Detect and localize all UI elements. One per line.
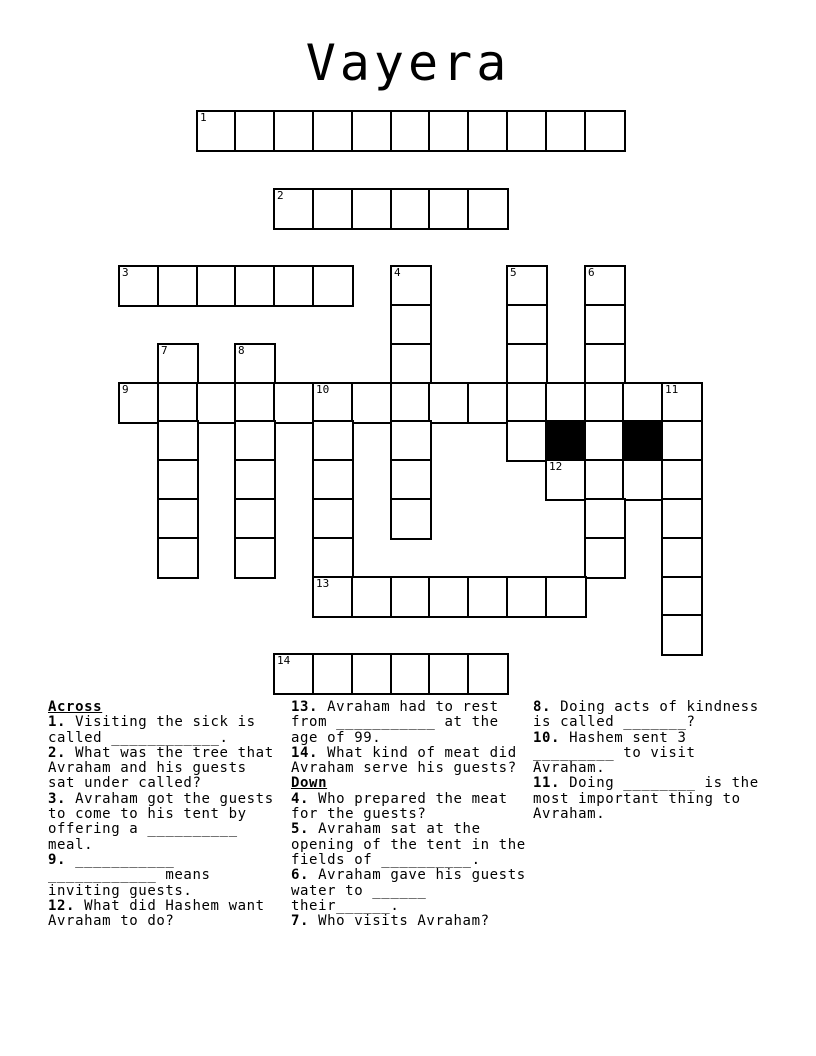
grid-cell[interactable] bbox=[312, 537, 354, 579]
clue-item bbox=[533, 731, 773, 777]
clue-number: 14 bbox=[277, 654, 291, 667]
grid-cell[interactable] bbox=[661, 614, 703, 656]
grid-cell[interactable] bbox=[351, 576, 393, 618]
grid-cell[interactable] bbox=[584, 537, 626, 579]
grid-cell[interactable] bbox=[234, 382, 276, 424]
grid-cell[interactable] bbox=[312, 382, 354, 424]
clue-item-text: What was the tree that Avraham and his guests sat under called? bbox=[48, 744, 274, 792]
grid-cell[interactable] bbox=[312, 498, 354, 540]
grid-cell[interactable] bbox=[390, 265, 432, 307]
clue-item-text: Doing acts of kindness is called _______? bbox=[533, 699, 759, 731]
clue-item-number: 14. bbox=[291, 744, 319, 761]
clue-item-text: Hashem sent 3 _________ to visit Avraham. bbox=[533, 729, 696, 777]
grid-cell[interactable] bbox=[157, 420, 199, 462]
clue-item-number: 4. bbox=[291, 790, 310, 807]
clue-number: 4 bbox=[394, 266, 401, 279]
clue-number: 12 bbox=[549, 460, 563, 473]
grid-cell[interactable] bbox=[661, 537, 703, 579]
grid-cell[interactable] bbox=[273, 110, 315, 152]
grid-cell[interactable] bbox=[351, 382, 393, 424]
clue-item-number: 10. bbox=[533, 729, 561, 746]
grid-cell[interactable] bbox=[351, 110, 393, 152]
clue-item bbox=[533, 776, 773, 822]
grid-cell[interactable] bbox=[312, 265, 354, 307]
clue-number: 6 bbox=[588, 266, 595, 279]
clue-item-number: 2. bbox=[48, 744, 67, 761]
clue-item-text: Doing ________ is the most important thing to Avraham. bbox=[533, 775, 759, 823]
grid-cell[interactable] bbox=[390, 420, 432, 462]
grid-cell[interactable] bbox=[157, 382, 199, 424]
grid-cell[interactable] bbox=[661, 382, 703, 424]
clue-item-number: 6. bbox=[291, 867, 310, 884]
grid-cell[interactable] bbox=[467, 653, 509, 695]
grid-cell[interactable] bbox=[157, 498, 199, 540]
grid-cell[interactable] bbox=[584, 343, 626, 385]
grid-cell[interactable] bbox=[390, 459, 432, 501]
grid-cell[interactable] bbox=[506, 420, 548, 462]
grid-cell[interactable] bbox=[506, 110, 548, 152]
clue-item-text: ___________ ____________ means inviting guests. bbox=[48, 851, 211, 899]
grid-cell[interactable] bbox=[234, 537, 276, 579]
grid-cell[interactable] bbox=[273, 188, 315, 230]
clue-number: 3 bbox=[122, 266, 129, 279]
grid-cell[interactable] bbox=[506, 304, 548, 346]
grid-cell[interactable] bbox=[234, 459, 276, 501]
grid-cell[interactable] bbox=[467, 188, 509, 230]
clue-number: 13 bbox=[316, 577, 330, 590]
grid-cell[interactable] bbox=[390, 498, 432, 540]
grid-cell[interactable] bbox=[234, 498, 276, 540]
clues-column-3 bbox=[533, 700, 773, 822]
grid-cell[interactable] bbox=[390, 110, 432, 152]
clues-column-2 bbox=[291, 700, 531, 929]
clue-item bbox=[291, 822, 531, 868]
grid-cell[interactable] bbox=[661, 576, 703, 618]
clue-number: 9 bbox=[122, 383, 129, 396]
clue-item-text: What kind of meat did Avraham serve his guests? bbox=[291, 744, 517, 777]
grid-cell[interactable] bbox=[234, 343, 276, 385]
grid-cell[interactable] bbox=[273, 265, 315, 307]
clue-number: 11 bbox=[665, 383, 679, 396]
grid-cell[interactable] bbox=[390, 653, 432, 695]
grid-cell[interactable] bbox=[390, 343, 432, 385]
clue-item bbox=[533, 700, 773, 731]
clue-item bbox=[291, 792, 531, 823]
grid-cell[interactable] bbox=[584, 110, 626, 152]
grid-cell[interactable] bbox=[467, 110, 509, 152]
grid-cell[interactable] bbox=[661, 498, 703, 540]
puzzle-title: Vayera bbox=[305, 34, 511, 92]
grid-cell[interactable] bbox=[196, 382, 238, 424]
grid-cell[interactable] bbox=[622, 459, 664, 501]
clue-number: 10 bbox=[316, 383, 330, 396]
grid-cell[interactable] bbox=[273, 653, 315, 695]
grid-cell[interactable] bbox=[467, 576, 509, 618]
grid-cell[interactable] bbox=[157, 265, 199, 307]
clue-item-number: 9. bbox=[48, 851, 67, 868]
grid-cell[interactable] bbox=[312, 576, 354, 618]
clue-item-number: 13. bbox=[291, 699, 319, 715]
grid-cell[interactable] bbox=[584, 304, 626, 346]
grid-cell[interactable] bbox=[545, 459, 587, 501]
grid-cell[interactable] bbox=[428, 576, 470, 618]
grid-cell[interactable] bbox=[584, 382, 626, 424]
down-heading: Down bbox=[291, 775, 328, 792]
clues-column-1 bbox=[48, 700, 278, 929]
grid-cell[interactable] bbox=[661, 420, 703, 462]
clue-item-text: Who prepared the meat for the guests? bbox=[291, 790, 508, 823]
grid-cell[interactable] bbox=[157, 459, 199, 501]
clue-item bbox=[291, 700, 531, 746]
grid-cell[interactable] bbox=[506, 382, 548, 424]
grid-cell[interactable] bbox=[234, 265, 276, 307]
grid-black-cell bbox=[622, 420, 664, 462]
grid-cell[interactable] bbox=[312, 110, 354, 152]
clue-item bbox=[291, 746, 531, 777]
grid-cell[interactable] bbox=[196, 265, 238, 307]
grid-cell[interactable] bbox=[351, 653, 393, 695]
grid-cell[interactable] bbox=[118, 382, 160, 424]
clue-item-number: 7. bbox=[291, 913, 310, 930]
grid-cell[interactable] bbox=[312, 420, 354, 462]
grid-cell[interactable] bbox=[584, 420, 626, 462]
clue-item bbox=[48, 715, 278, 746]
grid-cell[interactable] bbox=[506, 343, 548, 385]
clue-number: 5 bbox=[510, 266, 517, 279]
clue-number: 8 bbox=[238, 344, 245, 357]
clue-item-text: Who visits Avraham? bbox=[309, 913, 490, 930]
clue-item-text: What did Hashem want Avraham to do? bbox=[48, 897, 265, 930]
clue-item-number: 5. bbox=[291, 821, 310, 838]
grid-cell[interactable] bbox=[390, 382, 432, 424]
grid-cell[interactable] bbox=[428, 188, 470, 230]
clue-number: 7 bbox=[161, 344, 168, 357]
clue-number: 2 bbox=[277, 189, 284, 202]
grid-cell[interactable] bbox=[312, 653, 354, 695]
grid-cell[interactable] bbox=[390, 576, 432, 618]
grid-cell[interactable] bbox=[545, 110, 587, 152]
grid-cell[interactable] bbox=[428, 110, 470, 152]
grid-cell[interactable] bbox=[584, 265, 626, 307]
grid-cell[interactable] bbox=[390, 188, 432, 230]
grid-cell[interactable] bbox=[545, 576, 587, 618]
clue-item-number: 3. bbox=[48, 790, 67, 807]
clue-item bbox=[291, 868, 531, 914]
across-heading: Across bbox=[48, 699, 103, 715]
grid-cell[interactable] bbox=[234, 110, 276, 152]
clue-number: 1 bbox=[200, 111, 207, 124]
clue-item-number: 12. bbox=[48, 897, 76, 914]
grid-cell[interactable] bbox=[196, 110, 238, 152]
clue-item-number: 8. bbox=[533, 699, 552, 715]
clue-item-text: Avraham sat at the opening of the tent in the fields of __________. bbox=[291, 821, 526, 868]
clue-item-number: 1. bbox=[48, 714, 67, 731]
clue-item bbox=[48, 899, 278, 930]
grid-cell[interactable] bbox=[428, 653, 470, 695]
grid-cell[interactable] bbox=[157, 343, 199, 385]
grid-cell[interactable] bbox=[506, 576, 548, 618]
grid-cell[interactable] bbox=[661, 459, 703, 501]
grid-cell[interactable] bbox=[584, 459, 626, 501]
grid-cell[interactable] bbox=[273, 382, 315, 424]
grid-cell[interactable] bbox=[428, 382, 470, 424]
grid-cell[interactable] bbox=[312, 459, 354, 501]
grid-cell[interactable] bbox=[312, 188, 354, 230]
grid-cell[interactable] bbox=[351, 188, 393, 230]
grid-cell[interactable] bbox=[506, 265, 548, 307]
clue-item-text: Avraham gave his guests water to ______ their______. bbox=[291, 867, 526, 914]
clue-item-text: Visiting the sick is called ____________. bbox=[48, 714, 256, 746]
grid-cell[interactable] bbox=[157, 537, 199, 579]
clue-item-text: Avraham had to rest from ___________ at the age of 99. bbox=[291, 699, 499, 746]
grid-cell[interactable] bbox=[584, 498, 626, 540]
grid-cell[interactable] bbox=[234, 420, 276, 462]
clue-item bbox=[48, 746, 278, 792]
grid-cell[interactable] bbox=[390, 304, 432, 346]
clue-item bbox=[291, 914, 531, 929]
grid-cell[interactable] bbox=[545, 382, 587, 424]
grid-cell[interactable] bbox=[118, 265, 160, 307]
clue-item bbox=[48, 792, 278, 853]
clue-item-text: Avraham got the guests to come to his tent by offering a __________ meal. bbox=[48, 790, 274, 853]
grid-cell[interactable] bbox=[467, 382, 509, 424]
grid-black-cell bbox=[545, 420, 587, 462]
clue-item-number: 11. bbox=[533, 775, 561, 792]
clue-item bbox=[48, 853, 278, 899]
grid-cell[interactable] bbox=[622, 382, 664, 424]
